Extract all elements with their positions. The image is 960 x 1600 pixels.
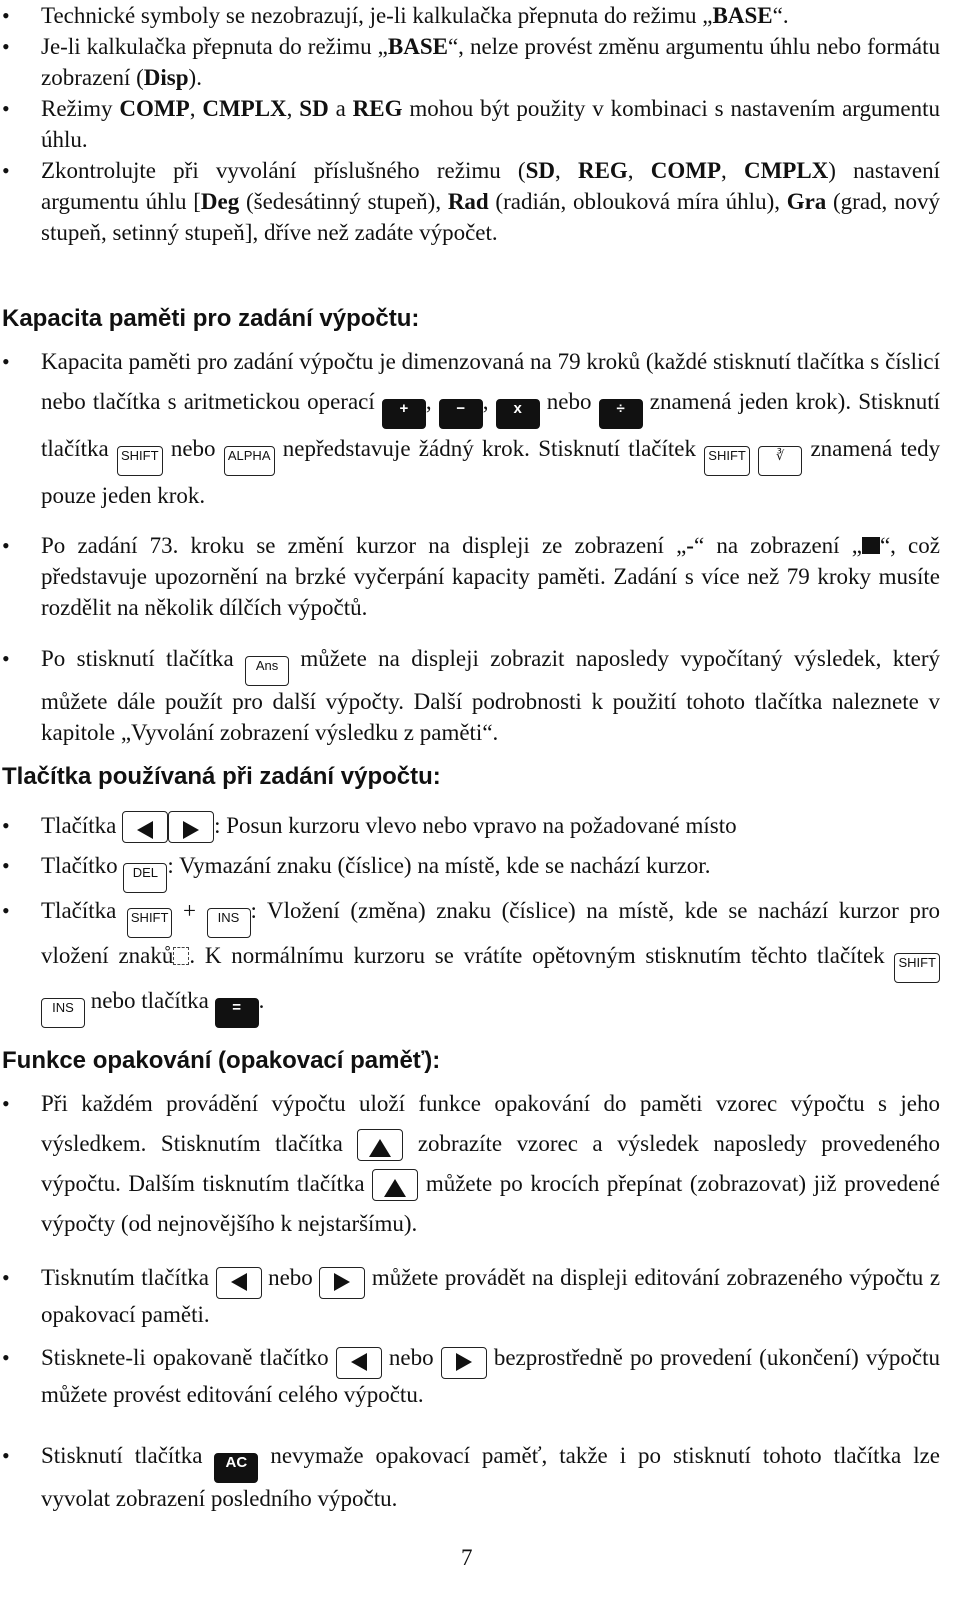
list-item: • Režimy COMP, CMPLX, SD a REG mohou být použity v kombinaci s nastavením argumentu úhlu. [0,93,940,155]
cube-root-key-icon: ∛ [758,446,802,476]
list-item: • Po zadání 73. kroku se změní kurzor na displeji ze zobrazení „-“ na zobrazení „ “, což představuje upozornění na brzké vyčerpání kapacity paměti. Zadání s více než 79 kroky musíte rozdělit na několik dílčích výpočtů. [0,530,940,623]
memory-list [0,342,940,748]
right-arrow-key-icon [441,1347,487,1379]
block-cursor-icon [862,537,880,554]
del-key-icon: DEL [123,863,167,893]
list-item: • Stisknutí tlačítka AC nevymaže opakovací paměť, takže i po stisknutí tohoto tlačítka lze vyvolat zobrazení posledního výpočtu. [0,1440,940,1514]
up-arrow-key-icon [372,1169,418,1201]
shift-key-icon: SHIFT [894,953,940,983]
minus-key-icon: − [439,399,483,429]
alpha-key-icon: ALPHA [224,446,275,476]
ins-key-icon: INS [207,908,251,938]
equals-key-icon: = [215,998,259,1028]
plus-key-icon: + [382,399,426,429]
replay-list [0,1084,940,1514]
shift-key-icon: SHIFT [704,446,750,476]
keys-list [0,806,940,1028]
list-item: • Stisknete-li opakovaně tlačítko nebo bezprostředně po provedení (ukončení) výpočtu můžete provést editování celého výpočtu. [0,1342,940,1410]
ins-key-icon: INS [41,998,85,1028]
list-item: • Technické symboly se nezobrazují, je-li kalkulačka přepnuta do režimu „BASE“. [0,0,940,31]
insert-cursor-icon [173,947,189,965]
multiply-key-icon: x [496,399,540,429]
list-item: • Je-li kalkulačka přepnuta do režimu „BASE“, nelze provést změnu argumentu úhlu nebo formátu zobrazení (Disp). [0,31,940,93]
ans-key-icon: Ans [245,656,289,686]
list-item: • Tlačítka : Posun kurzoru vlevo nebo vpravo na požadované místo [0,806,940,846]
page-number: 7 [461,1545,473,1570]
left-arrow-key-icon [122,811,168,843]
left-arrow-key-icon [336,1347,382,1379]
shift-key-icon: SHIFT [127,908,173,938]
right-arrow-key-icon [168,811,214,843]
list-item: • Po stisknutí tlačítka Ans můžete na displeji zobrazit naposledy vypočítaný výsledek, který můžete dále použít pro další výpočty. Další podrobnosti k použití tohoto tlačítka naleznete v kapitole „Vyvolání zobrazení výsledku z paměti“. [0,643,940,748]
ac-key-icon: AC [214,1453,258,1483]
list-item: • Tisknutím tlačítka nebo můžete provádět na displeji editování zobrazeného výpočtu z opakovací paměti. [0,1262,940,1330]
section-heading-keys: Tlačítka používaná při zadání výpočtu: [2,763,441,790]
section-heading-memory: Kapacita paměti pro zadání výpočtu: [2,305,420,332]
section-heading-replay: Funkce opakování (opakovací paměť): [2,1047,441,1074]
list-item: • Tlačítko DEL : Vymazání znaku (číslice) na místě, kde se nachází kurzor. [0,846,940,893]
list-item: • Při každém provádění výpočtu uloží funkce opakování do paměti vzorec výpočtu s jeho výsledkem. Stisknutím tlačítka zobrazíte vzorec a výsledek naposledy provedeného výpočtu. Dalším tisknutím tlačítka můžete po krocích přepínat (zobrazovat) již provedené výpočty (od nejnovějšího k nejstaršímu). [0,1084,940,1244]
divide-key-icon: ÷ [599,399,643,429]
list-item: • Zkontrolujte při vyvolání příslušného režimu (SD, REG, COMP, CMPLX) nastavení argumentu úhlu [Deg (šedesátinný stupeň), Rad (radián, oblouková míra úhlu), Gra (grad, nový stupeň, setinný stupeň], dříve než zadáte výpočet. [0,155,940,248]
up-arrow-key-icon [357,1129,403,1161]
intro-list [0,0,940,248]
list-item: • Kapacita paměti pro zadání výpočtu je dimenzovaná na 79 kroků (každé stisknutí tlačítka s číslicí nebo tlačítka s aritmetickou operací + , − , x nebo ÷ znamená jeden krok). Stisknutí tlačítka SHIFT nebo ALPHA nepředstavuje žádný krok. Stisknutí tlačítek SHIFT ∛ znamená tedy pouze jeden krok. [0,342,940,516]
left-arrow-key-icon [216,1267,262,1299]
shift-key-icon: SHIFT [117,446,163,476]
right-arrow-key-icon [319,1267,365,1299]
list-item: • Tlačítka SHIFT + INS : Vložení (změna) znaku (číslice) na místě, kde se nachází kurzor pro vložení znaků . K normálnímu kurzoru se vrátíte opětovným stisknutím těchto tlačítek SHIFT INS nebo tlačítka = . [0,893,940,1028]
